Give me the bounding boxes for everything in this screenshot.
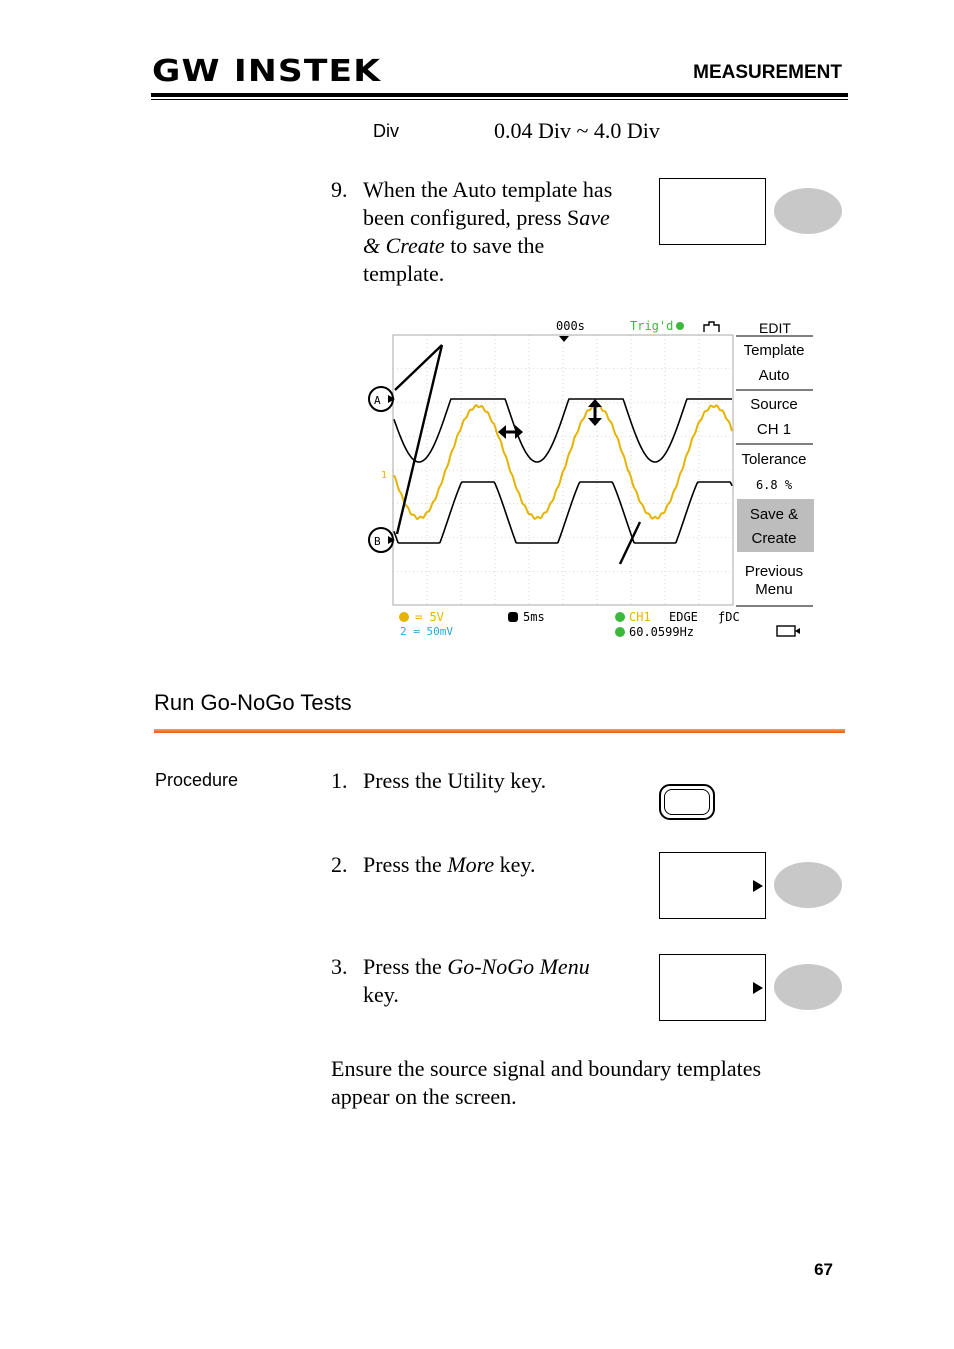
save-create-line2: Create bbox=[751, 530, 797, 547]
go-nogo-menu-key[interactable] bbox=[659, 954, 766, 1021]
procedure-label: Procedure bbox=[155, 770, 239, 790]
vertical-tolerance-icon bbox=[588, 399, 602, 426]
step1-text: Press the Utility key. bbox=[363, 768, 547, 793]
oscilloscope-screen bbox=[360, 312, 830, 642]
ch1-marker: 1 bbox=[381, 470, 388, 481]
trigger-position-icon bbox=[559, 336, 569, 342]
procedure-note: Ensure the source signal and boundary templates appear on the screen. bbox=[331, 1056, 762, 1109]
step1-number: 1. bbox=[331, 768, 348, 793]
trigger-source: CH1 bbox=[629, 610, 651, 624]
template-upper-boundary bbox=[394, 399, 732, 462]
section-heading: Run Go-NoGo Tests bbox=[154, 690, 352, 715]
header-rule-thin bbox=[151, 99, 848, 100]
softkey-button[interactable] bbox=[774, 862, 842, 908]
previous-menu-line2: Menu bbox=[755, 581, 793, 598]
template-label: Template bbox=[743, 342, 805, 359]
trigger-status: Trig'd bbox=[630, 319, 674, 333]
ch2-scale: 2 ≕ 50mV bbox=[400, 625, 453, 638]
menu-title: EDIT bbox=[759, 320, 791, 336]
div-range: 0.04 Div ~ 4.0 Div bbox=[494, 118, 660, 143]
utility-key[interactable] bbox=[659, 784, 715, 820]
ch1-signal-trace bbox=[394, 405, 732, 519]
trigger-type: EDGE bbox=[669, 610, 698, 624]
save-create-line1: Save & bbox=[749, 506, 799, 523]
coupling: ƒDC bbox=[718, 610, 740, 624]
step9-number: 9. bbox=[331, 177, 348, 202]
trigger-indicator-icon bbox=[676, 322, 684, 330]
frequency: 60.0599Hz bbox=[629, 625, 695, 639]
step2-text: Press the More key. bbox=[363, 852, 536, 877]
marker-b-label: B bbox=[374, 535, 381, 548]
timebase-badge-icon bbox=[508, 612, 518, 622]
callout-line-a bbox=[395, 345, 442, 390]
save-create-key[interactable] bbox=[659, 178, 766, 245]
source-label: Source bbox=[750, 396, 798, 413]
ch1-scale: ≕ 5V bbox=[415, 610, 444, 624]
marker-a-label: A bbox=[374, 394, 381, 407]
usb-icon bbox=[777, 626, 795, 636]
template-value: Auto bbox=[758, 367, 790, 384]
tolerance-value: 6.8 % bbox=[755, 478, 793, 492]
acquire-mode-icon bbox=[704, 322, 719, 332]
trigger-badge-icon bbox=[615, 612, 625, 622]
header-rule bbox=[151, 93, 848, 97]
callout-line-b bbox=[397, 345, 442, 534]
go-nogo-arrow-icon bbox=[753, 982, 763, 994]
source-value: CH 1 bbox=[756, 421, 792, 438]
brand-logo: GW INSTEK bbox=[152, 54, 382, 89]
step3-text: Press the Go-NoGo Menu key. bbox=[363, 954, 590, 1007]
page-number: 67 bbox=[814, 1260, 833, 1279]
section-title: MEASUREMENT bbox=[693, 62, 842, 83]
section-rule bbox=[154, 729, 845, 733]
more-arrow-icon bbox=[753, 880, 763, 892]
softkey-button[interactable] bbox=[774, 964, 842, 1010]
step3-number: 3. bbox=[331, 954, 348, 979]
softkey-button[interactable] bbox=[774, 188, 842, 234]
ch1-badge-icon bbox=[399, 612, 409, 622]
tolerance-label: Tolerance bbox=[741, 451, 807, 468]
time-position: 000s bbox=[556, 319, 585, 333]
timebase: 5ms bbox=[523, 610, 545, 624]
previous-menu-line1: Previous bbox=[744, 563, 804, 580]
div-label: Div bbox=[373, 121, 399, 141]
frequency-badge-icon bbox=[615, 627, 625, 637]
more-key[interactable] bbox=[659, 852, 766, 919]
usb-arrow-icon bbox=[795, 628, 800, 634]
step2-number: 2. bbox=[331, 852, 348, 877]
step9-text: When the Auto template has been configured, press Save & Create to save the template. bbox=[363, 177, 613, 286]
